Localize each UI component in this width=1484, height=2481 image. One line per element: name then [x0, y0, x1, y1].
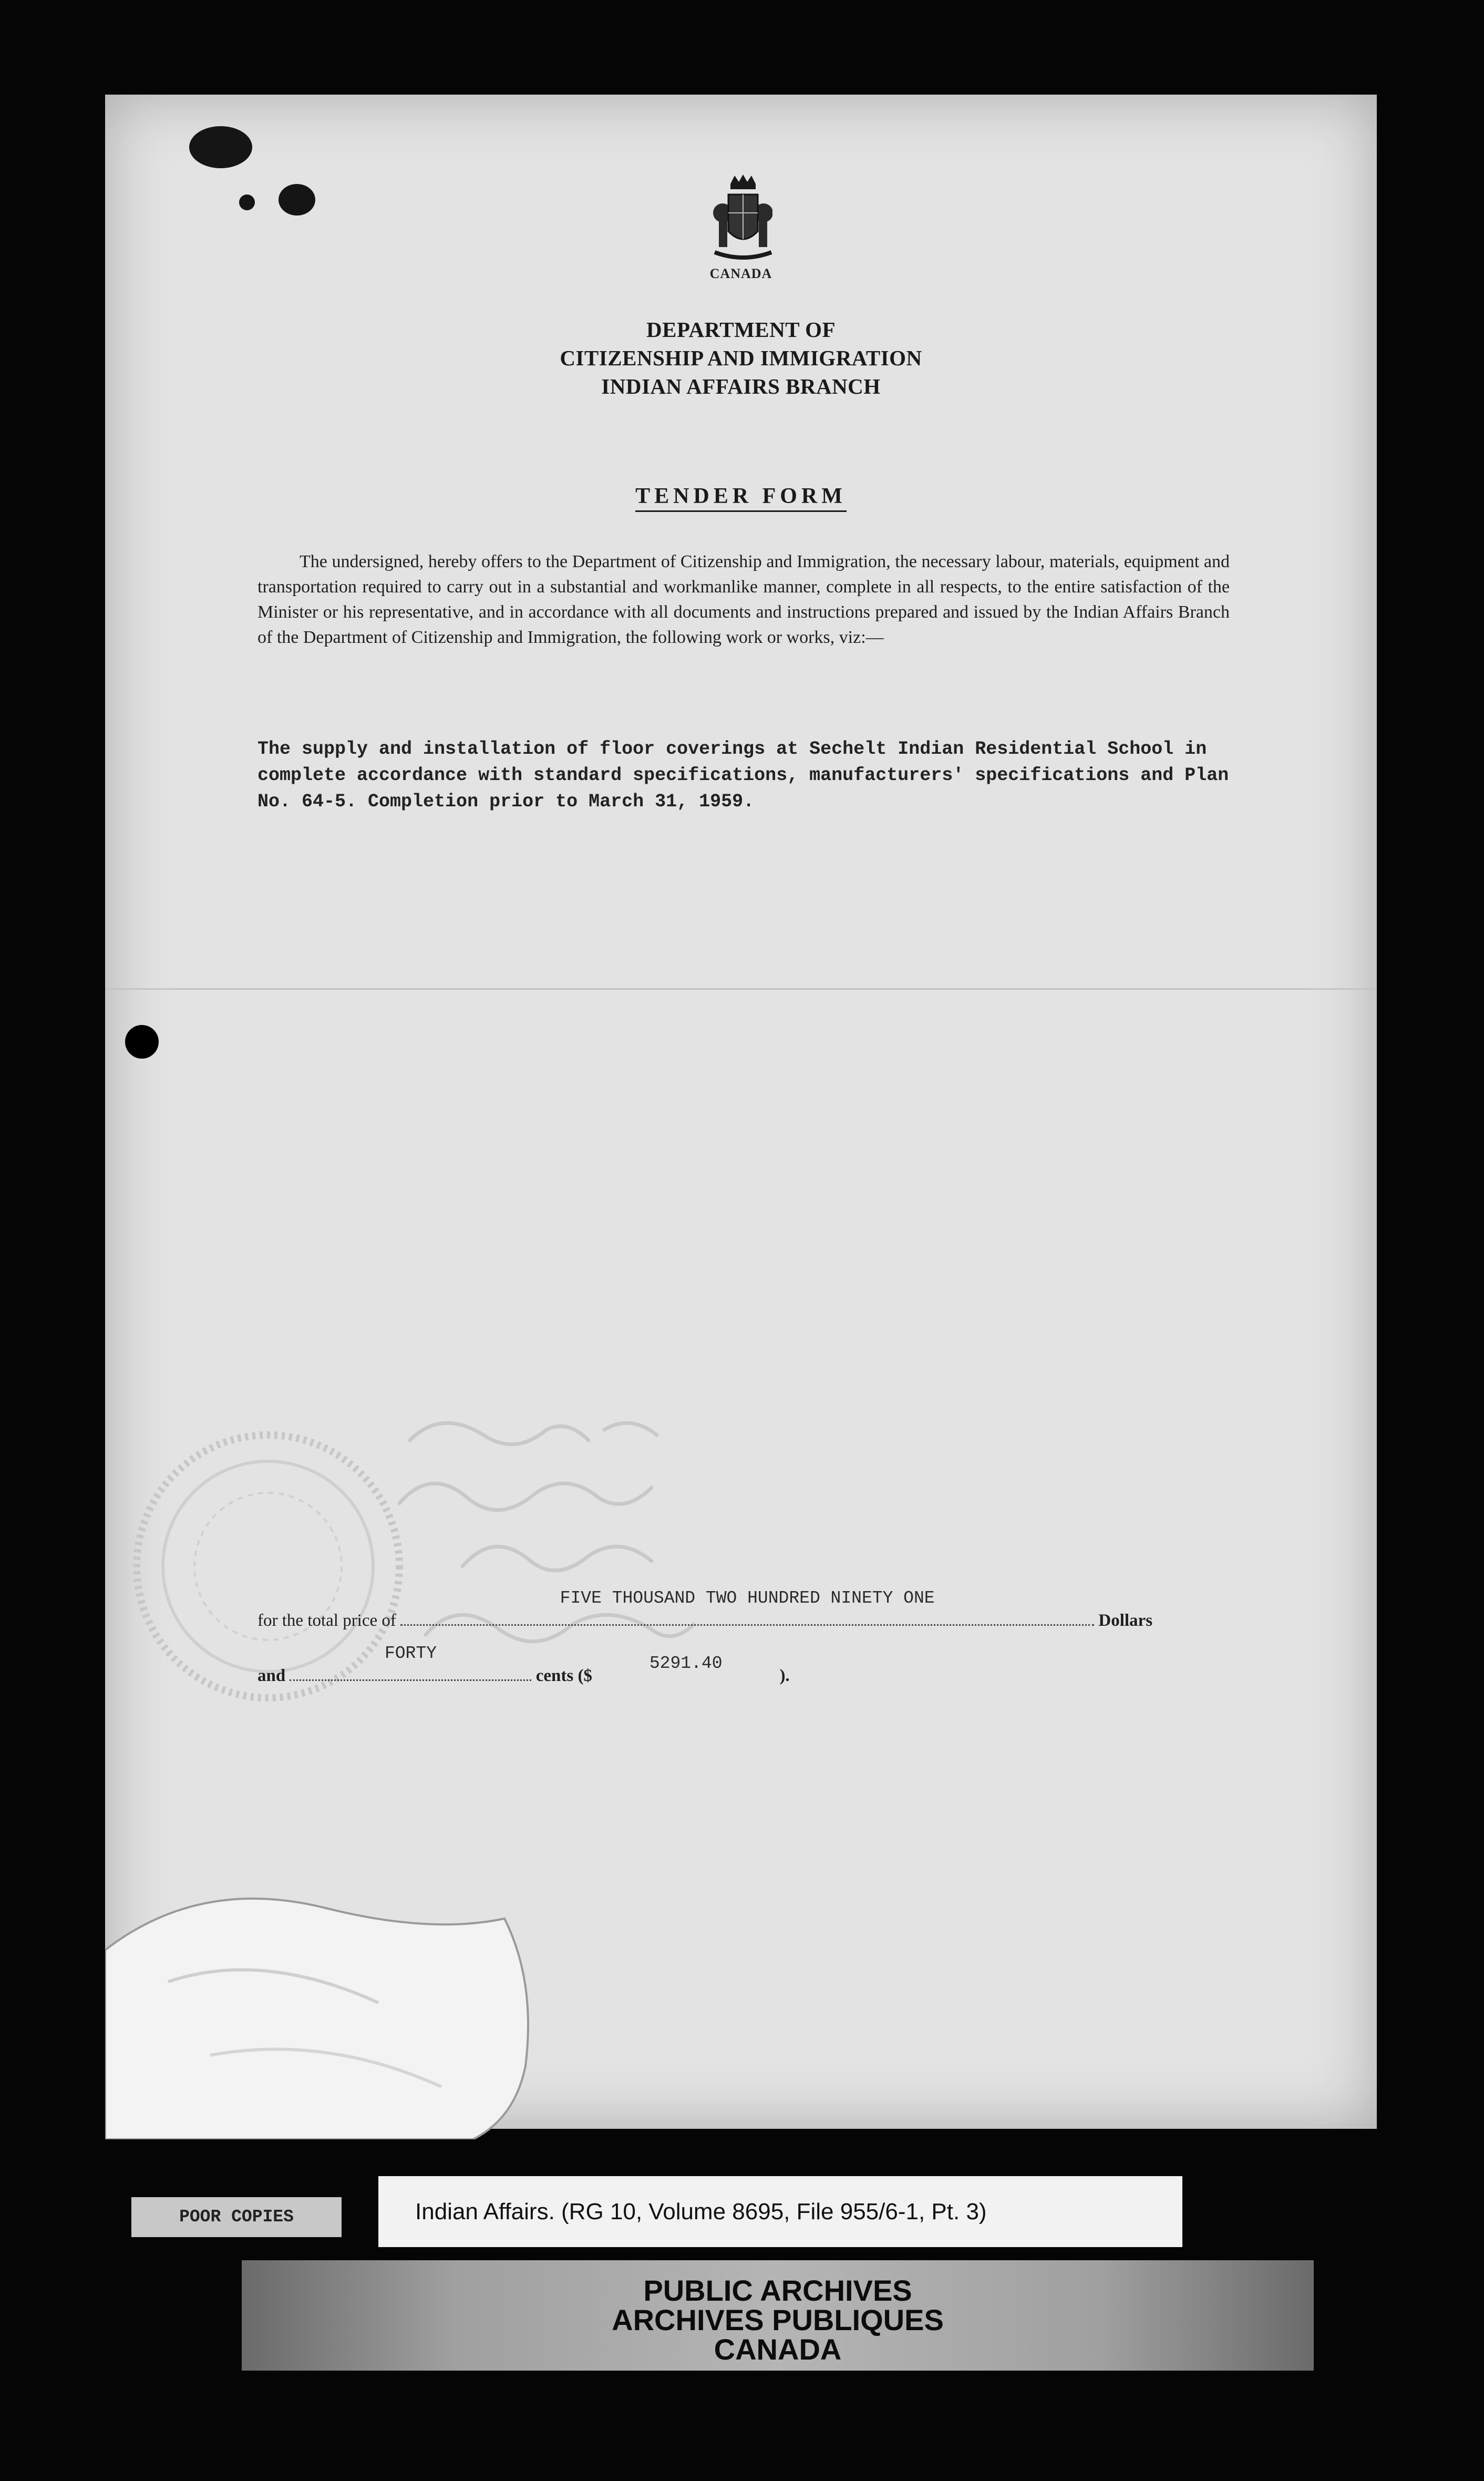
- source-reference-label: Indian Affairs. (RG 10, Volume 8695, File 955/6-1, Pt. 3): [378, 2176, 1182, 2247]
- amount-closing: ).: [779, 1666, 790, 1685]
- dollars-in-words: FIVE THOUSAND TWO HUNDRED NINETY ONE: [560, 1588, 935, 1608]
- cents-row: [257, 1644, 790, 1686]
- form-title-text: TENDER FORM: [635, 484, 847, 512]
- ink-stain: [189, 126, 252, 168]
- amount-blank: [596, 1654, 775, 1681]
- crest-label: CANADA: [709, 266, 772, 281]
- heading-line: INDIAN AFFAIRS BRANCH: [601, 374, 881, 398]
- and-label: and: [257, 1666, 286, 1685]
- ink-stain: [279, 184, 315, 216]
- heading-line: DEPARTMENT OF: [646, 317, 836, 342]
- archives-line: ARCHIVES PUBLIQUES: [612, 2303, 944, 2336]
- heading-line: CITIZENSHIP AND IMMIGRATION: [560, 346, 922, 370]
- dollars-suffix: Dollars: [1098, 1611, 1153, 1630]
- price-prefix: for the total price of: [257, 1611, 396, 1630]
- form-title: [105, 484, 1377, 509]
- archives-line: CANADA: [714, 2333, 842, 2366]
- department-heading: [105, 315, 1377, 401]
- cents-in-words: FORTY: [384, 1644, 437, 1663]
- cents-blank: [290, 1644, 531, 1681]
- handwritten-witness-signatures: [378, 1398, 904, 1672]
- fold-line: [105, 988, 1377, 990]
- amount-value: 5291.40: [649, 1654, 723, 1673]
- coat-of-arms-icon: [709, 173, 772, 263]
- poor-copies-stamp: POOR COPIES: [131, 2197, 342, 2237]
- work-description: The supply and installation of floor coverings at Sechelt Indian Residential School in complete accordance with standard specifications, manufacturers' specifications and Plan No. 64-5. Completion prior to March 31, 1959.: [257, 739, 1229, 812]
- archives-line: PUBLIC ARCHIVES: [643, 2274, 912, 2307]
- curled-paper-corner: [105, 1845, 578, 2139]
- dollars-blank: [400, 1588, 1094, 1626]
- archives-text: [242, 2276, 1314, 2364]
- punch-hole: [125, 1025, 159, 1059]
- public-archives-band: [242, 2260, 1314, 2371]
- tender-form-page: [105, 95, 1377, 2129]
- offer-paragraph: The undersigned, hereby offers to the Department of Citizenship and Immigration, the necessary labour, materials, equipment and transportation required to carry out in a substantial and workmanlike manner, complete in all respects, to the entire satisfaction of the Minister or his representative, and in accordance with all documents and instructions prepared and issued by the Indian Affairs Branch of the Department of Citizenship and Immigration, the following work or works, viz:—: [257, 552, 1230, 647]
- canada-coat-of-arms: [696, 173, 786, 282]
- cents-label: cents ($: [535, 1666, 592, 1685]
- total-price-row: [257, 1588, 1153, 1631]
- ink-stain: [239, 194, 255, 210]
